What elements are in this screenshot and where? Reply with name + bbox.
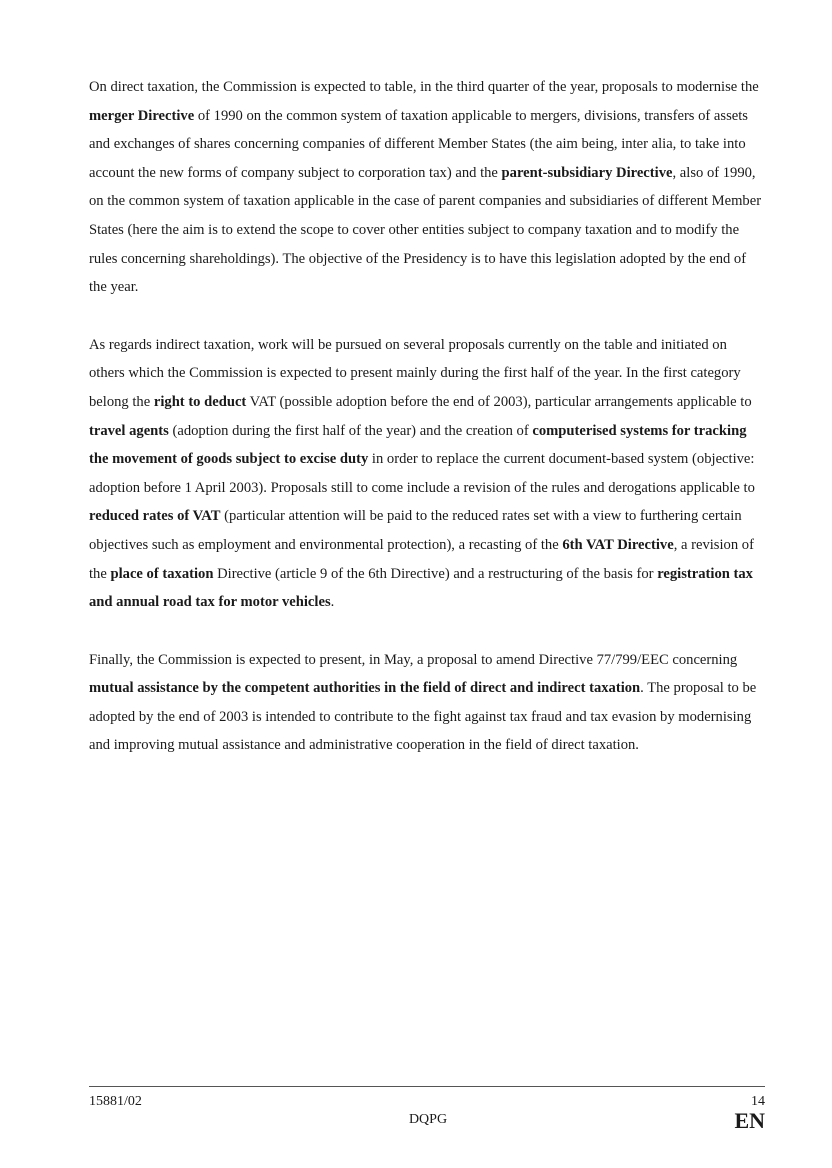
text-run: . bbox=[330, 594, 335, 611]
bold-term: registration tax and annual road tax for motor vehicles bbox=[89, 565, 753, 611]
bold-term: right to deduct bbox=[153, 393, 247, 410]
document-reference: 15881/02 bbox=[89, 1094, 142, 1109]
bold-term: reduced rates of VAT bbox=[89, 508, 221, 525]
text-run: Directive (article 9 of the 6th Directive) and a restructuring of the basis for bbox=[213, 565, 658, 582]
text-run: , a revision of the bbox=[89, 536, 754, 582]
text-run: in order to replace the current document-based system (objective: adoption before 1 April 2003). Proposals still to come include a revision of the rules and derogations applicable to bbox=[89, 451, 755, 496]
text-run: , also of 1990, on the common system of taxation applicable in the case of parent companies and subsidiaries of different Member States (here the aim is to extend the scope to cover other entities subject to company taxation and to modify the rules concerning shareholdings). The objective of the Presidency is to have this legislation adopted by the end of the year. bbox=[89, 164, 762, 296]
page-number: 14 bbox=[751, 1094, 765, 1109]
bold-term: mutual assistance by the competent authorities in the field of direct and indirect taxation bbox=[89, 680, 641, 697]
text-run: of 1990 on the common system of taxation applicable to mergers, divisions, transfers of assets and exchanges of shares concerning companies of different Member States (the aim being, inter alia, to take into account the new forms of company subject to corporation tax) and the bbox=[89, 107, 748, 181]
bold-term: merger Directive bbox=[89, 107, 195, 124]
text-run: (adoption during the first half of the year) and the creation of bbox=[168, 422, 533, 439]
footer-divider bbox=[89, 1086, 765, 1087]
department-code: DQPG bbox=[408, 1112, 448, 1127]
text-run: Finally, the Commission is expected to present, in May, a proposal to amend Directive 77/799/EEC concerning bbox=[89, 651, 738, 668]
text-run: On direct taxation, the Commission is expected to table, in the third quarter of the year, proposals to modernise the bbox=[89, 79, 759, 95]
language-code: EN bbox=[734, 1108, 765, 1133]
bold-term: 6th VAT Directive bbox=[562, 536, 674, 553]
document-body bbox=[89, 73, 765, 789]
bold-term: parent-subsidiary Directive bbox=[501, 164, 673, 181]
text-run: As regards indirect taxation, work will be pursued on several proposals currently on the table and initiated on others which the Commission is expected to present mainly during the first half of the year. In the first category belong the bbox=[89, 336, 741, 410]
paragraph-mutual-assistance bbox=[89, 646, 765, 760]
bold-term: computerised systems for tracking the movement of goods subject to excise duty bbox=[89, 422, 747, 468]
bold-term: place of taxation bbox=[110, 565, 214, 582]
bold-term: travel agents bbox=[89, 422, 169, 439]
text-run: VAT (possible adoption before the end of 2003), particular arrangements applicable to bbox=[246, 393, 752, 410]
paragraph-indirect-taxation bbox=[89, 331, 765, 617]
text-run: (particular attention will be paid to the reduced rates set with a view to furthering certain objectives such as employment and environmental protection), a recasting of the bbox=[89, 508, 742, 553]
paragraph-direct-taxation bbox=[89, 73, 765, 302]
text-run: . The proposal to be adopted by the end of 2003 is intended to contribute to the fight against tax fraud and tax evasion by modernising and improving mutual assistance and administrative cooperation in the field of direct taxation. bbox=[89, 680, 757, 754]
